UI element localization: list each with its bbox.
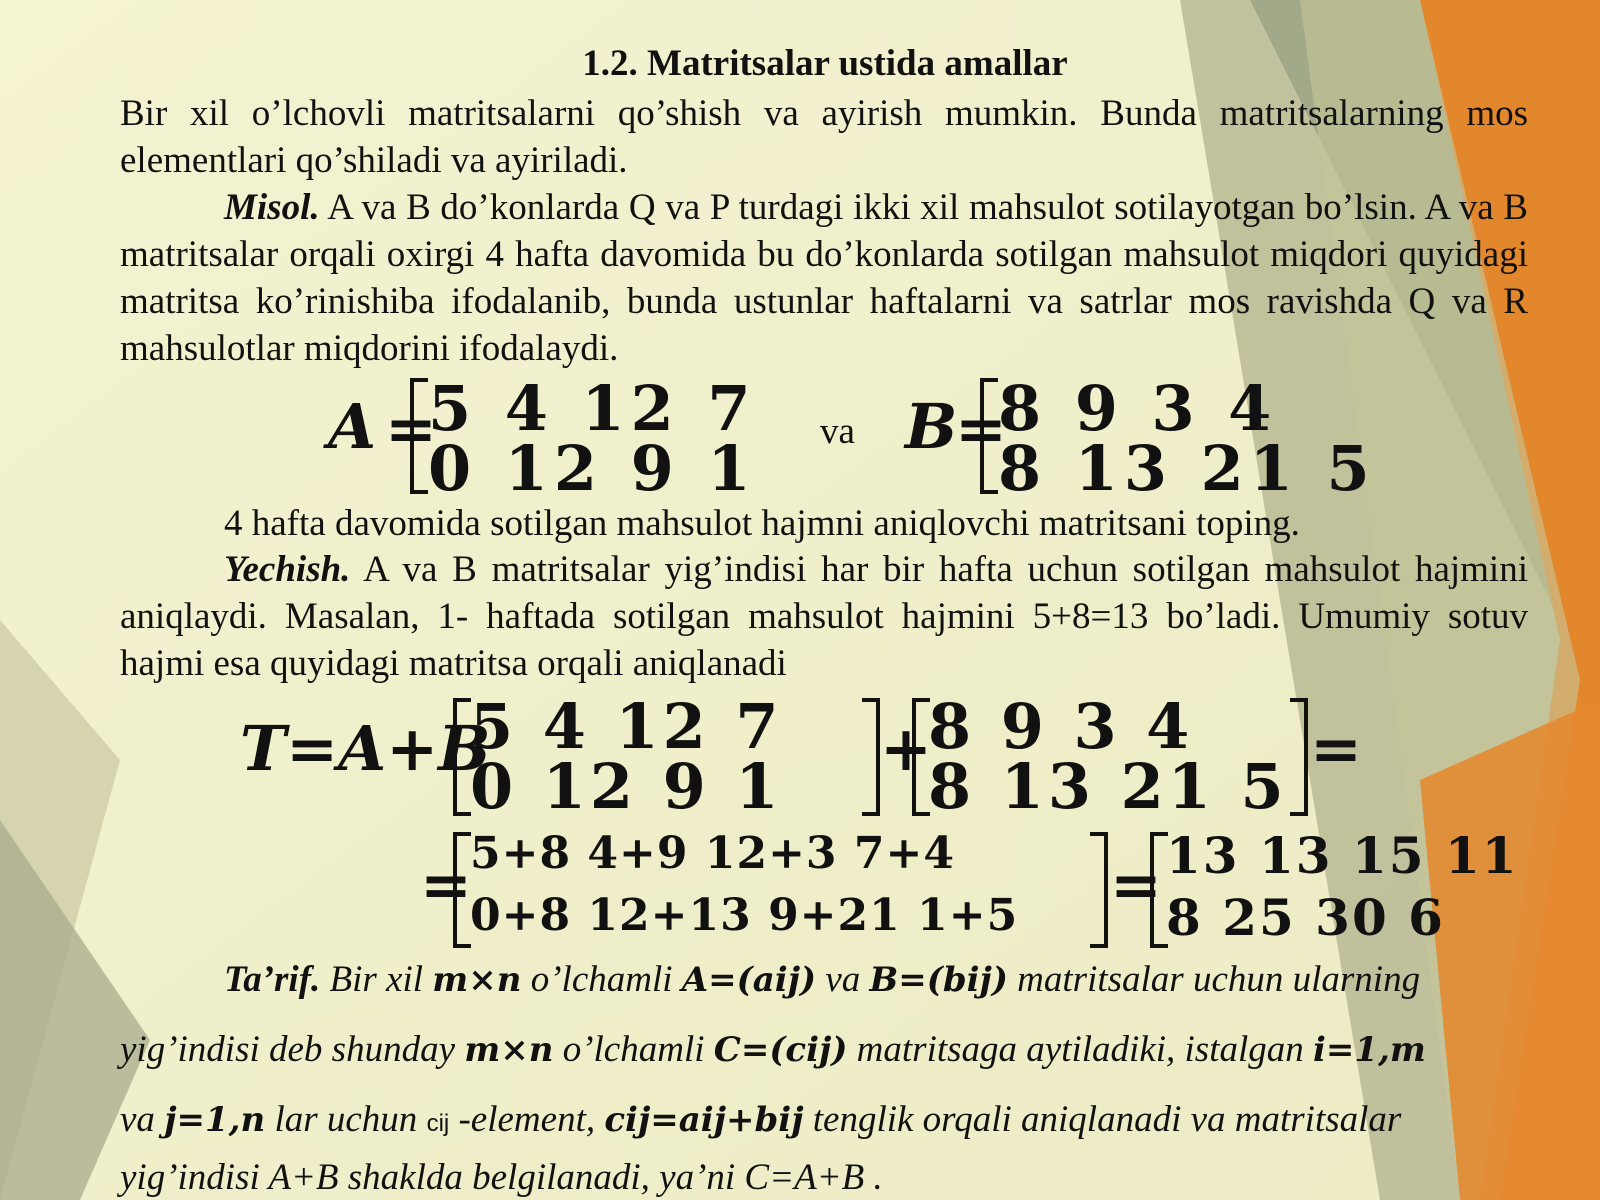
sum-plus: + — [880, 712, 932, 785]
expanded-row-1: 5+8 4+9 12+3 7+4 — [470, 828, 955, 879]
matrix-A-left-bracket — [410, 378, 428, 494]
matrix-B-name: B — [905, 390, 958, 463]
definition-text-2c: matritsaga aytiladiki, istalgan — [847, 1029, 1314, 1070]
j-range-formula: j=1,n — [164, 1100, 266, 1140]
matrix-A-equals: = — [385, 392, 437, 465]
sum-m2-row-1: 8 9 3 4 — [928, 690, 1194, 763]
definition-text-3a: va — [120, 1099, 165, 1140]
matrix-B-left-bracket — [980, 378, 998, 494]
matrix-B-equals: = — [955, 392, 1007, 465]
sum-m1-right-bracket — [862, 698, 880, 816]
definition-text-2a: yig’indisi deb shunday — [120, 1029, 465, 1070]
sum-m1-row-2: 0 12 9 1 — [470, 750, 783, 823]
example-paragraph — [120, 184, 1528, 372]
A-aij-formula: A=(aij) — [681, 960, 817, 1000]
expanded-right-bracket — [1090, 832, 1108, 948]
sum-m1-row-1: 5 4 12 7 — [470, 690, 783, 763]
sum-lhs: T=A+B — [240, 712, 491, 785]
cij-label: cij — [426, 1110, 450, 1137]
definition-line-4: yig’indisi A+B shaklda belgilanadi, ya’ni C=A+B . — [120, 1157, 883, 1198]
definition-line-2 — [120, 1028, 1528, 1071]
definition-text-2b: o’lchamli — [553, 1029, 714, 1070]
result-row-1: 13 13 15 11 — [1166, 826, 1519, 885]
definition-text-1c: va — [816, 959, 870, 1000]
B-bij-formula: B=(bij) — [869, 960, 1008, 1000]
example-text: A va B do’konlarda Q va P turdagi ikki xil mahsulot sotilayotgan bo’lsin. A va B matritsalar orqali oxirgi 4 hafta davomida bu do’konlarda sotilgan mahsulot miqdori quyidagi matritsa ko’rinishiba ifodalanib, bunda ustunlar haftalarni va satrlar mos ravishda Q va R mahsulotlar miqdorini ifodalaydi. — [120, 187, 1528, 369]
matrix-B-row-2: 8 13 21 5 — [998, 432, 1376, 505]
matrix-B-row-1: 8 9 3 4 — [998, 372, 1278, 445]
i-range-formula: i=1,m — [1313, 1030, 1426, 1070]
mxn-formula-2: m×n — [464, 1030, 554, 1070]
expanded-row-2: 0+8 12+13 9+21 1+5 — [470, 890, 1019, 941]
cij-sum-formula: cij=aij+bij — [604, 1100, 804, 1140]
expanded-left-bracket — [453, 832, 471, 948]
definition-text-3b: lar uchun — [265, 1099, 427, 1140]
definition-text-1b: o’lchamli — [521, 959, 682, 1000]
solution-label: Yechish. — [224, 549, 351, 590]
sum-m2-row-2: 8 13 21 5 — [928, 750, 1288, 823]
sum-m2-right-bracket — [1290, 698, 1308, 816]
definition-line-3 — [120, 1098, 1528, 1141]
solution-text: A va B matritsalar yig’indisi har bir hafta uchun sotilgan mahsulot hajmini aniqlaydi. Masalan, 1- haftada sotilgan mahsulot hajmini 5+8=13 bo’ladi. Umumiy sotuv hajmi esa quyidagi matritsa orqali aniqlanadi — [120, 549, 1528, 684]
result-row-2: 8 25 30 6 — [1166, 888, 1445, 947]
sum-equals-3: = — [1110, 848, 1162, 921]
definition-text-1d: matritsalar uchun ularning — [1007, 959, 1421, 1000]
matrix-A-row-1: 5 4 12 7 — [428, 372, 757, 445]
definition-label: Ta’rif. — [224, 959, 321, 1000]
va-label: va — [820, 411, 855, 452]
definition-text-3d: tenglik orqali aniqlanadi va matritsalar — [803, 1099, 1402, 1140]
solution-paragraph — [120, 546, 1528, 687]
mxn-formula-1: m×n — [432, 960, 522, 1000]
sum-equals-2: = — [420, 848, 472, 921]
sum-equals-1: = — [1310, 712, 1362, 785]
page-title: 1.2. Matritsalar ustida amallar — [582, 43, 1068, 84]
definition-text-3c: -element, — [449, 1099, 605, 1140]
definition-text-1a: Bir xil — [320, 959, 433, 1000]
matrix-A-name: A — [328, 390, 377, 463]
matrix-A-row-2: 0 12 9 1 — [428, 432, 757, 505]
example-label: Misol. — [224, 187, 320, 228]
definition-line-1 — [224, 958, 1600, 1001]
question-paragraph: 4 hafta davomida sotilgan mahsulot hajmni aniqlovchi matritsani toping. — [224, 503, 1300, 544]
C-cij-formula: C=(cij) — [713, 1030, 848, 1070]
sum-m1-left-bracket — [453, 698, 471, 816]
intro-paragraph: Bir xil o’lchovli matritsalarni qo’shish va ayirish mumkin. Bunda matritsalarning mos elementlari qo’shiladi va ayiriladi. — [120, 93, 1528, 181]
